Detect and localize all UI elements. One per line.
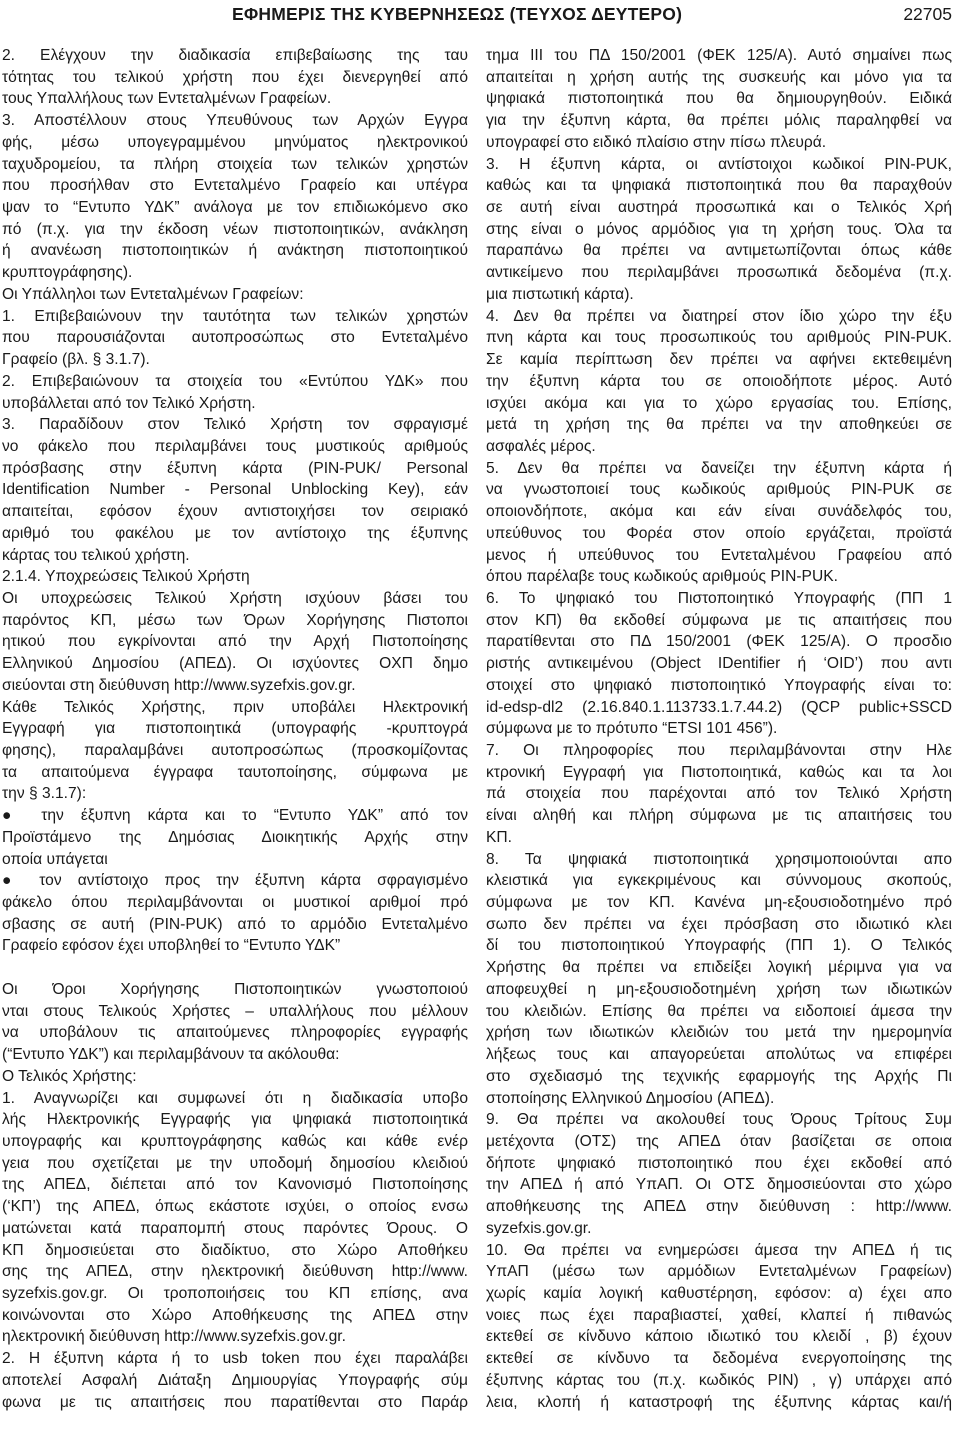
text-line: ασφαλές μέρος. [486, 437, 596, 455]
text-line: κρυπτογράφησης). [2, 264, 133, 282]
text-line: έξυπνης κάρτας του (π.χ. κωδικός PIN) , γ) υπάρχει από [486, 1371, 952, 1389]
text-line: οποιονδήποτε, ακόμα και εάν είναι συνάδελφός του, [486, 503, 952, 521]
text-line: μια πιστωτική κάρτα). [486, 285, 634, 303]
text-line: 4. Δεν θα πρέπει να διατηρεί στον ίδιο χώρο την έξυ [486, 307, 952, 325]
text-line: 1. Αναγνωρίζει και συμφωνεί ότι η διαδικασία υποβο [2, 1089, 468, 1107]
text-line: χωρίς καμία λογική καθυστέρηση, εφόσον: α) έχει απο [486, 1284, 952, 1302]
text-line: του κλειδιών. Επίσης θα πρέπει να ειδοποιεί άμεσα την [486, 1002, 952, 1020]
text-line: που παρουσιάζονται αυτοπροσώπως στο Εντεταλμένο [2, 329, 468, 347]
text-line: 2. Η έξυπνη κάρτα ή το usb token που έχει παραλάβει [2, 1350, 468, 1368]
text-line: κάρτας του τελικού χρήστη. [2, 546, 190, 564]
text-line: Identification Number - Personal Unblocking Key), εάν [2, 481, 468, 499]
text-line: τότητας του τελικού χρήστη που έχει διενεργηθεί από [2, 68, 468, 86]
text-line: σύμφωνα με το πρότυπο “ETSI 101 456”). [486, 720, 778, 738]
text-line: νται στους Τελικούς Χρήστες – υπαλλήλους που μέλλουν [2, 1002, 468, 1020]
text-line: λήξεως τους και απαγορεύεται απολύτως να επιφέρει [486, 1046, 952, 1064]
text-line: αποθήκευσης της ΑΠΕΔ στην διεύθυνση : http://www. [486, 1198, 952, 1216]
text-line: στο σχεδιασμό της τεχνικής εφαρμογής της Αρχής Πι [486, 1067, 952, 1085]
page-number: 22705 [903, 4, 952, 24]
right-text-column [486, 45, 952, 1413]
text-line: Γραφείο (βλ. § 3.1.7). [2, 351, 150, 369]
text-line: πρόσβασης στην έξυπνη κάρτα (PIN-PUK/ Personal [2, 459, 468, 477]
text-line: σε αυτή είναι αυστηρά προσωπικά και ο Τελικός Χρή [486, 199, 952, 217]
text-line: πό (π.χ. για την έκδοση νέων πιστοποιητικών, ανάκληση [2, 220, 468, 238]
text-line: φής, μέσω υπογεγραμμένου μηνύματος ηλεκτρονικού [2, 133, 468, 151]
text-line: id-edsp-dl2 (2.16.840.1.113733.1.7.44.2) (QCP public+SSCD [486, 698, 952, 716]
text-line: στον ΚΠ) θα εκδοθεί σύμφωνα με τις απαιτήσεις που [486, 611, 952, 629]
page-header [0, 0, 960, 34]
text-line: 3. Παραδίδουν στον Τελικό Χρήστη τον σφραγισμέ [2, 416, 468, 434]
text-line: 10. Θα πρέπει να ενημερώσει άμεσα την ΑΠΕΔ ή τις [486, 1241, 952, 1259]
text-line: απαιτείται η χρήση αυτής της συσκευής και μόνο για τα [486, 68, 952, 86]
text-line: κλειστικά για εγκεκριμένους και σύννομους σκοπούς, [486, 872, 952, 890]
text-line: όπου παρέλαβε τους κωδικούς αριθμούς PIN-PUK. [486, 568, 838, 586]
text-line: υπογραφής και κρυπτογράφησης καθώς και κάθε ενέρ [2, 1132, 468, 1150]
left-text-column [2, 45, 468, 1413]
text-line: που προσήλθαν στο Εντεταλμένο Γραφείο και υπέγρα [2, 177, 468, 195]
text-line: ητικού που εγκρίνονται από την Αρχή Πιστοποίησης [2, 633, 468, 651]
text-line: ψαν το “Εντυπο ΥΔΚ” ανάλογα με τον επιδιωκόμενο σκο [2, 199, 468, 217]
text-line: 3. Αποστέλλουν στους Υπευθύνους των Αρχών Εγγρα [2, 112, 468, 130]
text-line: 6. Το ψηφιακό του Πιστοποιητικό Υπογραφής (ΠΠ 1 [486, 589, 952, 607]
text-line: αποφευχθεί η μη-εξουσιοδοτημένη χρήση των ιδιωτικών [486, 980, 952, 998]
text-line: ● την έξυπνη κάρτα και το “Εντυπο ΥΔΚ” από τον [2, 807, 468, 825]
text-line: για την έξυπνη κάρτα, θα πρέπει μόλις παραληφθεί να [486, 112, 952, 130]
text-line: παρόντος ΚΠ, μέσω των Όρων Χορήγησης Πιστοποι [2, 611, 468, 629]
text-line: της ΑΠΕΔ, διέπεται από τον Κανονισμό Πιστοποίησης [2, 1176, 468, 1194]
text-line: φησης), παραλαμβάνει αυτοπροσώπως (προσκομίζοντας [2, 742, 468, 759]
text-line: ψηφιακά πιστοποιητικά που θα δημιουργηθούν. Ειδικά [486, 90, 952, 108]
text-line: σης της ΑΠΕΔ, στην ηλεκτρονική διεύθυνση http://www. [2, 1263, 468, 1281]
text-line: παρατίθενται στο ΠΔ 150/2001 (ΦΕΚ 125/Α). Ο προσδιο [486, 633, 952, 651]
text-line: 7. Οι πληροφορίες που περιλαμβάνονται στην Ηλε [486, 742, 952, 759]
text-line: στοποίησης Ελληνικού Δημοσίου (ΑΠΕΔ). [486, 1089, 775, 1107]
text-line: νοιες πως έχει παραβιαστεί, χαθεί, κλαπεί ή πιθανώς [486, 1306, 952, 1324]
text-line: κοινώνονται στο Χώρο Αποθήκευσης της ΑΠΕΔ στην [2, 1306, 468, 1324]
text-line: syzefxis.gov.gr. [486, 1219, 592, 1237]
text-line: είναι αληθή και πλήρη σύμφωνα με τις απαιτήσεις του [486, 807, 952, 825]
text-line [2, 957, 468, 979]
text-line: 2. Ελέγχουν την διαδικασία επιβεβαίωσης της ταυ [2, 47, 468, 64]
text-line: νο φάκελο που περιλαμβάνει τους μυστικούς αριθμούς [2, 437, 468, 455]
text-line: αντικείμενο που περιλαμβάνει προσωπικά δεδομένα (π.χ. [486, 264, 952, 282]
text-line: δήποτε ψηφιακό πιστοποιητικό που έχει εκδοθεί από [486, 1154, 952, 1172]
text-line: μενος ή υπεύθυνος του Εντεταλμένου Γραφείου από [486, 546, 952, 564]
text-line: σύμφωνα με τον ΚΠ. Κανένα μη-εξουσιοδοτημένο πρό [486, 894, 952, 912]
text-line: ηλεκτρονική διεύθυνση http://www.syzefxis.gov.gr. [2, 1328, 346, 1346]
text-line: την έξυπνη κάρτα του σε οποιοδήποτε μέρος. Αυτό [486, 372, 952, 390]
text-line: ● τον αντίστοιχο προς την έξυπνη κάρτα σφραγισμένο [2, 872, 468, 890]
text-line: τημα ΙΙΙ του ΠΔ 150/2001 (ΦΕΚ 125/Α). Αυτό σημαίνει πως [486, 47, 952, 64]
text-line: Σε καμία περίπτωση δεν πρέπει να αφήνει εκτεθειμένη [486, 351, 952, 369]
text-line: ΥπΑΠ (μέσω των αρμόδιων Εντεταλμένων Γραφείων) [486, 1263, 952, 1281]
text-line: 8. Τα ψηφιακά πιστοποιητικά χρησιμοποιούνται απο [486, 850, 952, 868]
text-line: την § 3.1.7): [2, 785, 87, 803]
text-line: ματώνεται κατά παραπομπή στους παρόντες Όρους. Ο [2, 1219, 468, 1237]
text-line: σωπο δεν πρέπει να έχει πρόσβαση στο ιδιωτικό κλει [486, 915, 952, 933]
text-line: εκτεθεί σε κίνδυνο τα δεδομένα ενεργοποίησης της [486, 1350, 952, 1368]
text-line: στοιχεί στο ψηφιακό πιστοποιητικό Υπογραφής είναι το: [486, 676, 952, 694]
text-line: 9. Θα πρέπει να ακολουθεί τους Όρους Τρίτους Συμ [486, 1111, 952, 1129]
text-line: απαιτείται, εφόσον έχουν αντιστοιχήσει τον σειριακό [2, 503, 468, 521]
text-line: σβασης σε αυτή (PIN-PUK) από το αρμόδιο Εντεταλμένο [2, 915, 468, 933]
text-line: 2.1.4. Υποχρεώσεις Τελικού Χρήστη [2, 568, 250, 586]
text-line: αποτελεί Ασφαλή Διάταξη Δημιουργίας Υπογραφής σύμ [2, 1371, 468, 1389]
text-line: αριθμό του φακέλου με τον αντίστοιχο της έξυπνης [2, 524, 468, 542]
text-line: λεια, κλοπή ή καταστροφή της έξυπνης κάρτας και/ή [486, 1393, 952, 1411]
text-line: λής Ηλεκτρονικής Εγγραφής για ψηφιακά πιστοποιητικά [2, 1111, 468, 1129]
text-line: κτρονική Εγγραφή για Πιστοποιητικά, καθώς και τα λοι [486, 763, 952, 781]
text-line: Οι υποχρεώσεις Τελικού Χρήστη ισχύουν βάσει του [2, 589, 468, 607]
text-line: να υποβάλουν τις απαιτούμενες πληροφορίες εγγραφής [2, 1024, 468, 1042]
text-line: υπογραφεί στο ειδικό πλαίσιο στην πίσω πλευρά. [486, 133, 827, 151]
text-line: υπεύθυνος του Φορέα στον οποίο εργάζεται, προϊστά [486, 524, 952, 542]
text-line: Προϊστάμενο της Δημόσιας Διοικητικής Αρχής στην [2, 828, 468, 846]
text-line: πά στοιχεία που παρέχονται από τον Τελικό Χρήστη [486, 785, 952, 803]
text-line: πνη κάρτα και τους προσωπικούς του αριθμούς PIN-PUK. [486, 329, 952, 347]
text-line: παραπάνω θα πρέπει να αντιμετωπίζονται όπως κάθε [486, 242, 952, 260]
text-line: (‘ΚΠ’) της ΑΠΕΔ, όπως εκάστοτε ισχύει, ο οποίος ενσω [2, 1198, 468, 1216]
text-line: ισχύει ακόμα και για το χώρο εργασίας του. Επίσης, [486, 394, 952, 412]
text-line: 3. Η έξυπνη κάρτα, οι αντίστοιχοι κωδικοί PIN-PUK, [486, 155, 952, 173]
text-line: 1. Επιβεβαιώνουν την ταυτότητα των τελικών χρηστών [2, 307, 468, 325]
text-line: ΚΠ δημοσιεύεται στο διαδίκτυο, στο Χώρο Αποθήκευ [2, 1241, 468, 1259]
text-line: να γνωστοποιεί τους κωδικούς αριθμούς PIN-PUK σε [486, 481, 952, 499]
text-line: τους Υπαλλήλους των Εντεταλμένων Γραφείων. [2, 90, 332, 108]
text-line: τα απαιτούμενα έγγραφα ταυτοποίησης, σύμφωνα με [2, 763, 468, 781]
text-line: μετέχοντα (ΟΤΣ) της ΑΠΕΔ όταν βασίζεται σε οποια [486, 1132, 952, 1150]
text-line: γεια που σχετίζεται με την υποδομή δημοσίου κλειδιού [2, 1154, 468, 1172]
text-line: φάκελο όπου περιλαμβάνονται οι μυστικοί αριθμοί πρό [2, 894, 468, 912]
text-line: Οι Όροι Χορήγησης Πιστοποιητικών γνωστοποιού [2, 980, 468, 998]
text-line: (“Εντυπο ΥΔΚ”) και περιλαμβάνουν τα ακόλουθα: [2, 1046, 340, 1064]
text-line: οποία υπάγεται [2, 850, 108, 868]
text-line: ή ανανέωση πιστοποιητικών ή ανάκτηση πιστοποιητικού [2, 242, 468, 260]
text-line: μετά τη χρήση της θα πρέπει να την αποθηκεύει σε [486, 416, 952, 434]
text-line: ταχυδρομείου, τα πλήρη στοιχεία των τελικών χρηστών [2, 155, 468, 173]
text-line: Ελληνικού Δημοσίου (ΑΠΕΔ). Οι ισχύοντες ΟΧΠ δημο [2, 655, 468, 673]
text-line: χρήση των ιδιωτικών κλειδιών του μετά την ημερομηνία [486, 1024, 952, 1042]
text-line: εκτεθεί σε κίνδυνο κάποιο ιδιωτικό του κλειδί , β) έχουν [486, 1328, 952, 1346]
text-line: υποβάλλεται από τον Τελικό Χρήστη. [2, 394, 256, 412]
text-line: 2. Επιβεβαιώνουν τα στοιχεία του «Εντύπου ΥΔΚ» που [2, 372, 468, 390]
text-line: Οι Υπάλληλοι των Εντεταλμένων Γραφείων: [2, 285, 304, 303]
text-line: φωνα με τις απαιτήσεις που παρατίθενται στο Παράρ [2, 1393, 468, 1411]
text-line: ριστής αντικειμένου (Object IDentifier ή ‘OID’) που αντι [486, 655, 952, 673]
text-line: την ΑΠΕΔ ή από ΥπΑΠ. Οι ΟΤΣ δημοσιεύονται στο χώρο [486, 1176, 952, 1194]
text-line: syzefxis.gov.gr. Οι τροποποιήσεις του ΚΠ επίσης, ανα [2, 1284, 468, 1302]
text-line: Γραφείο εφόσον έχει υποβληθεί το “Εντυπο ΥΔΚ” [2, 937, 341, 955]
text-line: δί του πιστοποιητικού Υπογραφής (ΠΠ 1). Ο Τελικός [486, 937, 952, 955]
text-line: καθώς και τα ψηφιακά πιστοποιητικά που θα παραχθούν [486, 177, 952, 195]
text-line: 5. Δεν θα πρέπει να δανείζει την έξυπνη κάρτα ή [486, 459, 952, 477]
text-line: στης είναι ο μόνος αρμόδιος για τη χρήση τους. Όλα τα [486, 220, 952, 238]
text-line: Ο Τελικός Χρήστης: [2, 1067, 137, 1085]
text-line: Εγγραφή για πιστοποιητικά (υπογραφής -κρυπτογρά [2, 720, 468, 738]
gazette-title: ΕΦΗΜΕΡΙΣ ΤΗΣ ΚΥΒΕΡΝΗΣΕΩΣ (ΤΕΥΧΟΣ ΔΕΥΤΕΡΟ) [232, 4, 683, 24]
text-line: Χρήστης θα πρέπει να επιδείξει λογική μέριμνα για να [486, 959, 952, 977]
text-line: σιεύονται στη διεύθυνση http://www.syzefxis.gov.gr. [2, 676, 356, 694]
text-line: ΚΠ. [486, 828, 512, 846]
text-line: Κάθε Τελικός Χρήστης, πριν υποβάλει Ηλεκτρονική [2, 698, 468, 716]
